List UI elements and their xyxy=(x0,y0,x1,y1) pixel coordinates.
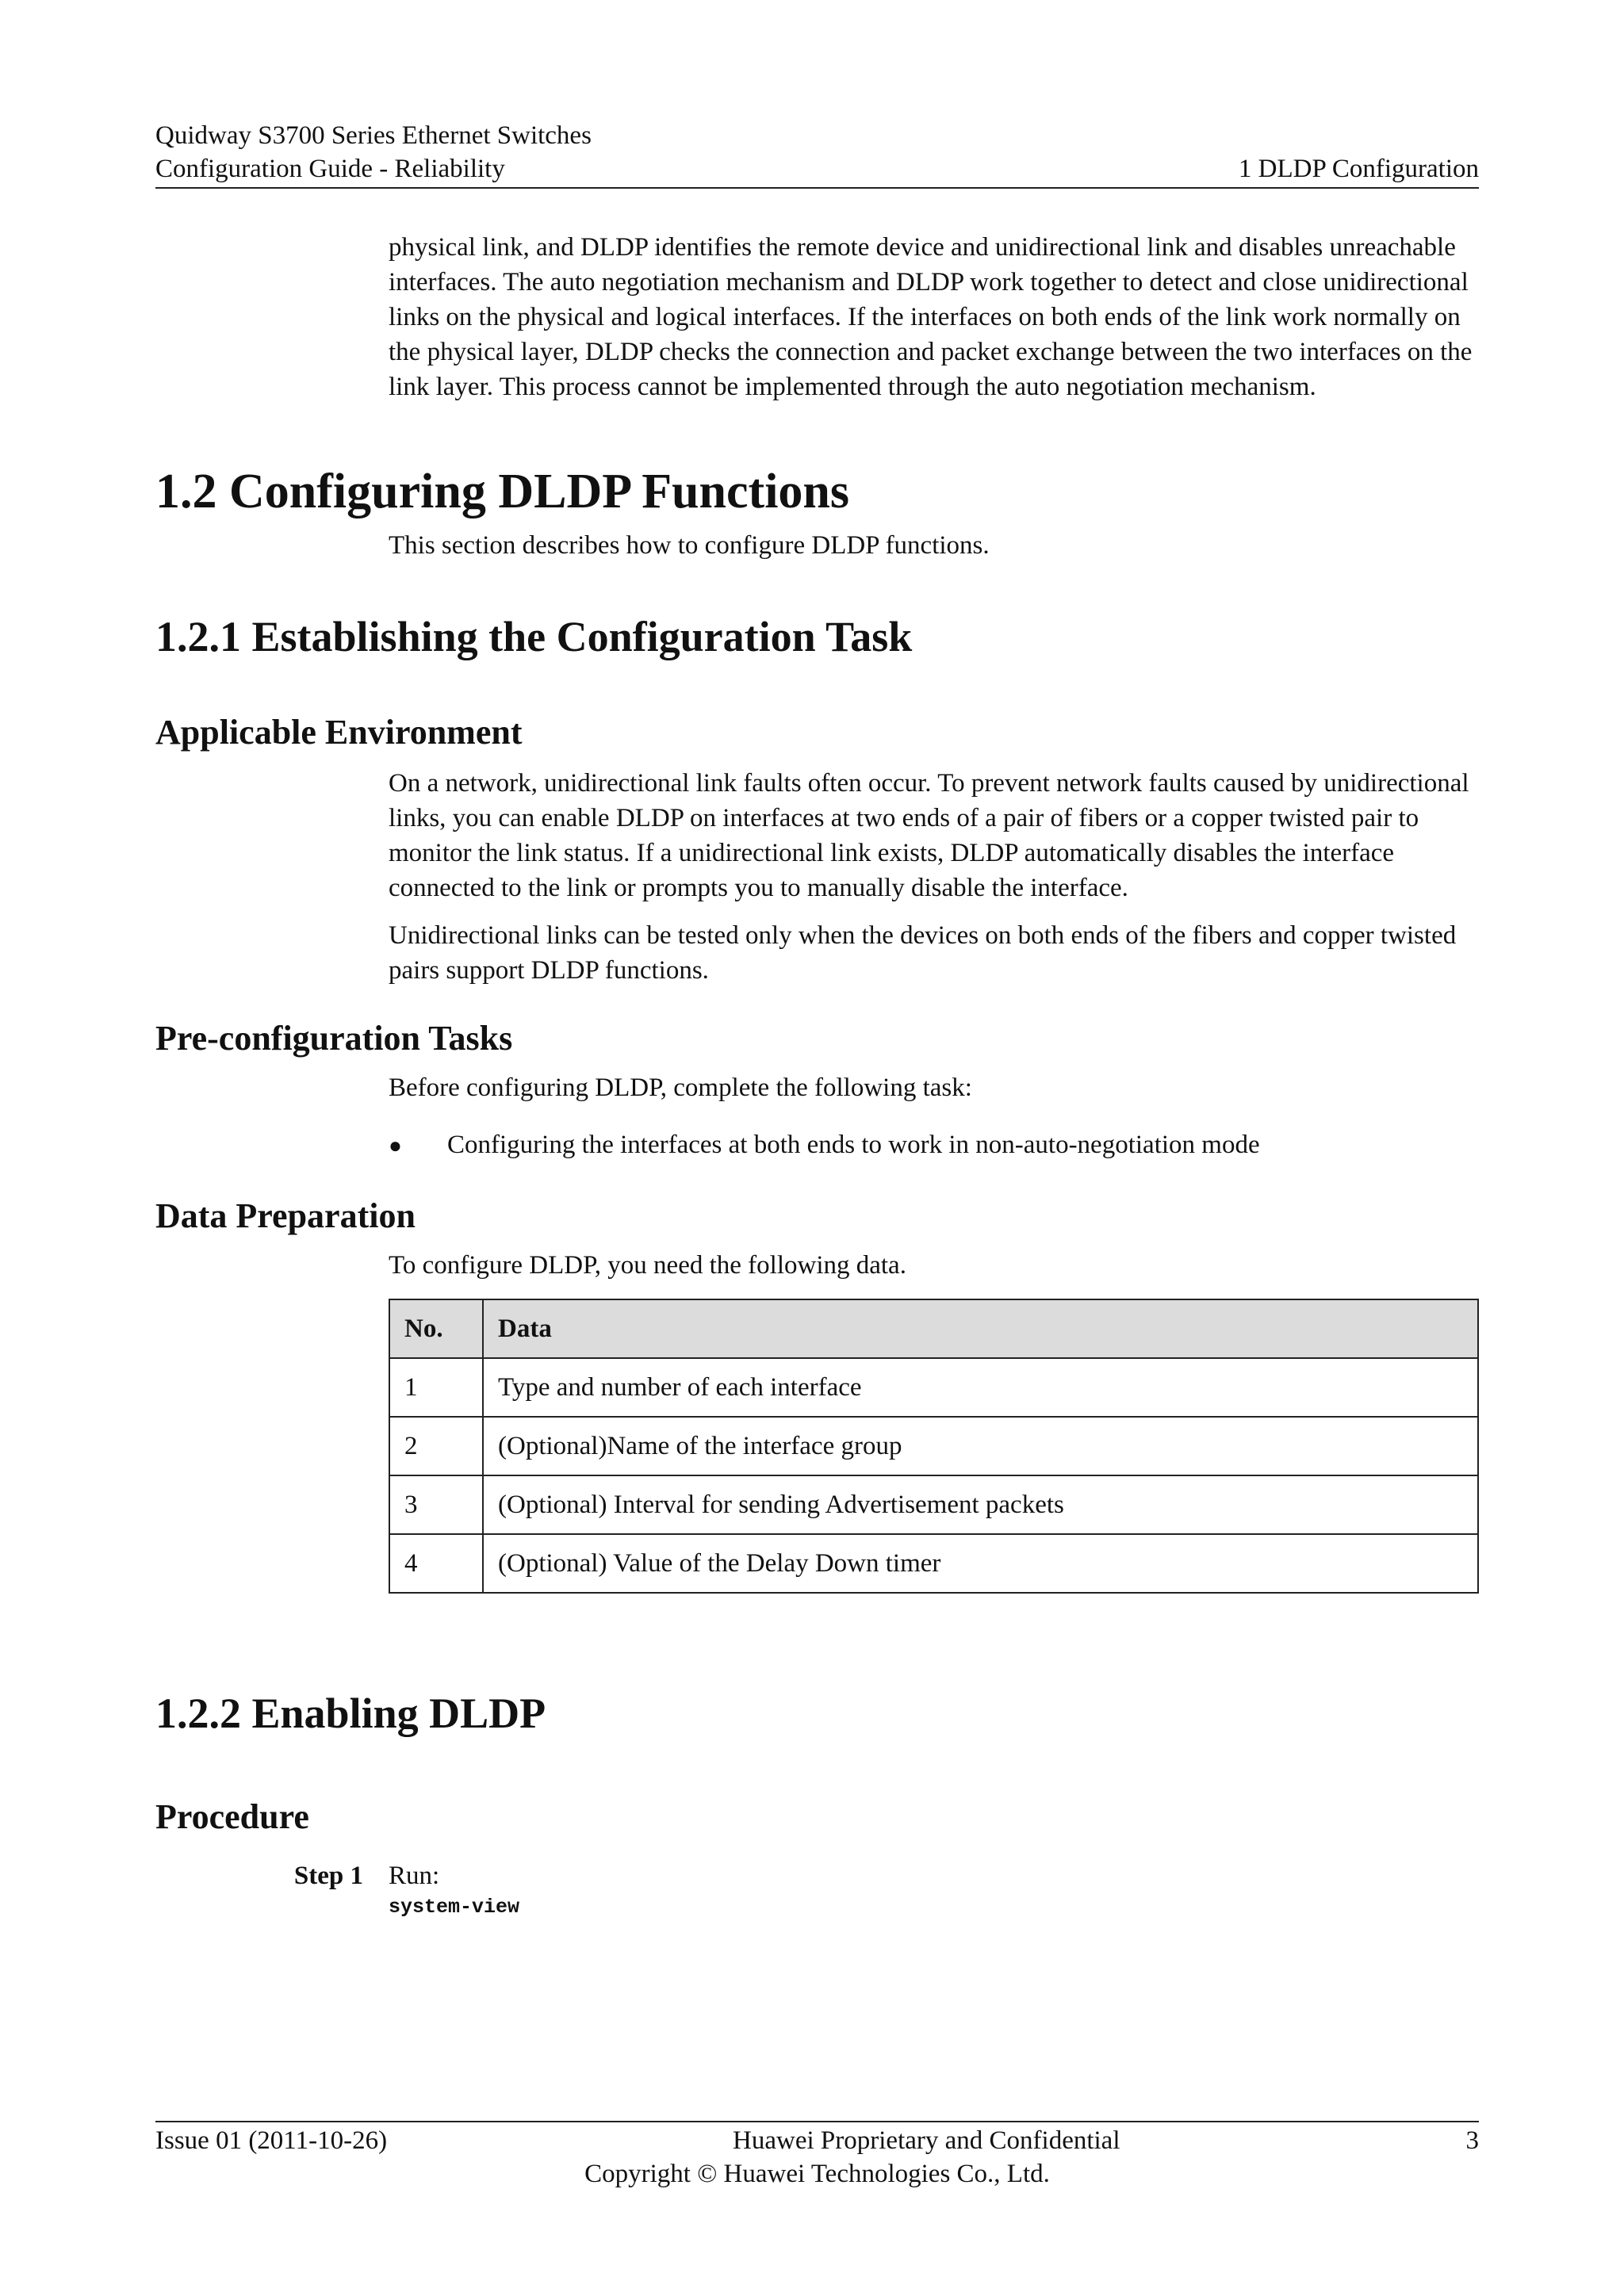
applicable-env-p2: Unidirectional links can be tested only when the devices on both ends of the fibers and copper twisted pairs support DLDP functions. xyxy=(389,921,1457,985)
header-chapter: 1 DLDP Configuration xyxy=(1238,155,1479,183)
table-cell-data: Type and number of each interface xyxy=(483,1358,1478,1417)
table-cell-data: (Optional) Interval for sending Advertisement packets xyxy=(483,1475,1478,1534)
footer-page-number: 3 xyxy=(1465,2126,1479,2155)
table-row xyxy=(389,1358,1478,1417)
table-row xyxy=(389,1475,1478,1534)
section-1-2-title: 1.2 Configuring DLDP Functions xyxy=(155,465,850,519)
table-cell-no: 2 xyxy=(389,1417,483,1475)
footer-confidential: Huawei Proprietary and Confidential xyxy=(733,2126,1120,2155)
data-prep-heading: Data Preparation xyxy=(155,1196,416,1235)
applicable-env-heading: Applicable Environment xyxy=(155,713,523,752)
data-prep-intro: To configure DLDP, you need the following data. xyxy=(389,1251,906,1280)
table-cell-no: 4 xyxy=(389,1534,483,1593)
table-cell-no: 1 xyxy=(389,1358,483,1417)
footer-copyright: Copyright © Huawei Technologies Co., Ltd. xyxy=(584,2160,1050,2188)
intro-paragraph: physical link, and DLDP identifies the remote device and unidirectional link and disables unreachable interfaces. The auto negotiation mechanism and DLDP work together to detect and close unidirectional links on the physical and logical interfaces. If the interfaces on both ends of the link work normally on the physical layer, DLDP checks the connection and packet exchange between the two interfaces on the link layer. This process cannot be implemented through the auto negotiation mechanism. xyxy=(389,233,1473,401)
table-cell-data: (Optional) Value of the Delay Down timer xyxy=(483,1534,1478,1593)
data-prep-table xyxy=(389,1299,1479,1594)
pre-config-bullet-text: Configuring the interfaces at both ends to work in non-auto-negotiation mode xyxy=(447,1131,1260,1159)
step-text: Run: xyxy=(389,1862,440,1890)
applicable-env-p1: On a network, unidirectional link faults often occur. To prevent network faults caused by unidirectional links, you can enable DLDP on interfaces at two ends of a pair of fibers or a copper twisted pair to monitor the link status. If a unidirectional link exists, DLDP automatically disables the interface connected to the link or prompts you to manually disable the interface. xyxy=(389,769,1469,902)
page-footer xyxy=(155,2121,1479,2191)
table-header-data: Data xyxy=(483,1299,1478,1358)
table-cell-no: 3 xyxy=(389,1475,483,1534)
header-product: Quidway S3700 Series Ethernet Switches xyxy=(155,121,592,150)
step-command: system-view xyxy=(389,1896,520,1919)
table-row xyxy=(389,1534,1478,1593)
section-1-2-text: This section describes how to configure DLDP functions. xyxy=(389,531,990,560)
procedure-step xyxy=(155,1858,1479,1922)
table-cell-data: (Optional)Name of the interface group xyxy=(483,1417,1478,1475)
list-item xyxy=(389,1127,1479,1164)
bullet-icon: ● xyxy=(389,1134,402,1158)
pre-config-heading: Pre-configuration Tasks xyxy=(155,1019,513,1058)
table-header-no: No. xyxy=(389,1299,483,1358)
section-1-2-2-title: 1.2.2 Enabling DLDP xyxy=(155,1689,546,1737)
page-header xyxy=(155,119,1479,189)
step-label: Step 1 xyxy=(293,1862,363,1890)
pre-config-intro: Before configuring DLDP, complete the following task: xyxy=(389,1073,972,1102)
table-row xyxy=(389,1417,1478,1475)
header-guide: Configuration Guide - Reliability xyxy=(155,155,505,183)
section-1-2-1-title: 1.2.1 Establishing the Configuration Task xyxy=(155,613,913,660)
page-content xyxy=(155,230,1479,1922)
footer-issue: Issue 01 (2011-10-26) xyxy=(155,2126,388,2155)
procedure-heading: Procedure xyxy=(155,1797,309,1836)
table-header-row xyxy=(389,1299,1478,1358)
